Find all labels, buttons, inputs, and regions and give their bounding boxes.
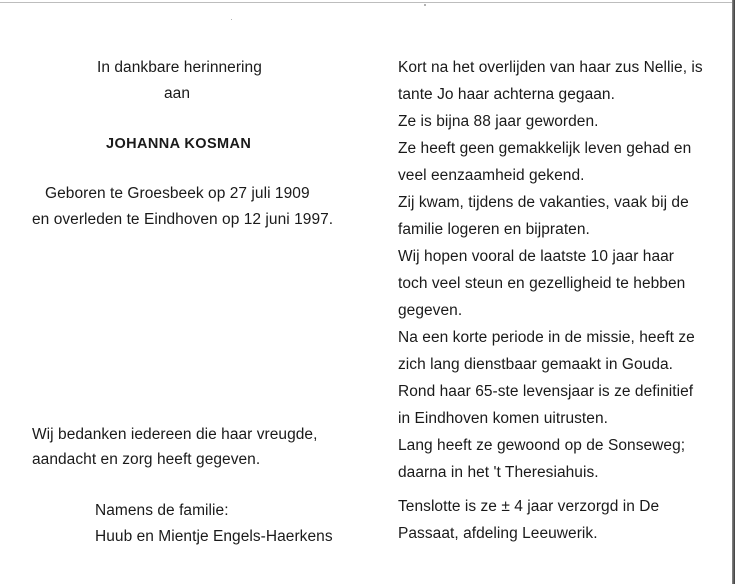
text-line: Ze heeft geen gemakkelijk leven gehad en xyxy=(398,140,692,157)
text-line: Rond haar 65-ste levensjaar is ze definitief xyxy=(398,383,694,400)
text-line: zich lang dienstbaar gemaakt in Gouda. xyxy=(398,356,674,373)
text-line: familie logeren en bijpraten. xyxy=(398,221,590,238)
text-line: in Eindhoven komen uitrusten. xyxy=(398,410,608,427)
text-line: veel eenzaamheid gekend. xyxy=(398,167,585,184)
text-line: gegeven. xyxy=(398,302,463,319)
scan-speck xyxy=(424,4,426,6)
thanks-line: Wij bedanken iedereen die haar vreugde, xyxy=(32,426,318,443)
intro-line-aan: aan xyxy=(164,85,191,102)
text-line: Passaat, afdeling Leeuwerik. xyxy=(398,525,598,542)
birth-line: Geboren te Groesbeek op 27 juli 1909 xyxy=(45,185,310,202)
family-label: Namens de familie: xyxy=(95,502,229,519)
intro-line: In dankbare herinnering xyxy=(97,59,262,76)
scan-top-edge xyxy=(0,2,735,3)
scan-speck xyxy=(231,19,232,20)
deceased-name: JOHANNA KOSMAN xyxy=(106,136,252,152)
thanks-line: aandacht en zorg heeft gegeven. xyxy=(32,451,261,468)
text-line: Kort na het overlijden van haar zus Nellie, is xyxy=(398,59,703,76)
text-line: Na een korte periode in de missie, heeft ze xyxy=(398,329,695,346)
text-line: Ze is bijna 88 jaar geworden. xyxy=(398,113,599,130)
text-line: Wij hopen vooral de laatste 10 jaar haar xyxy=(398,248,674,265)
text-line: Lang heeft ze gewoond op de Sonseweg; xyxy=(398,437,686,454)
text-line: Tenslotte is ze ± 4 jaar verzorgd in De xyxy=(398,498,660,515)
text-line: tante Jo haar achterna gegaan. xyxy=(398,86,615,103)
text-line: toch veel steun en gezelligheid te hebben xyxy=(398,275,686,292)
text-line: daarna in het 't Theresiahuis. xyxy=(398,464,599,481)
death-line: en overleden te Eindhoven op 12 juni 1997. xyxy=(32,211,334,228)
text-line: Zij kwam, tijdens de vakanties, vaak bij de xyxy=(398,194,689,211)
family-names: Huub en Mientje Engels-Haerkens xyxy=(95,528,333,545)
